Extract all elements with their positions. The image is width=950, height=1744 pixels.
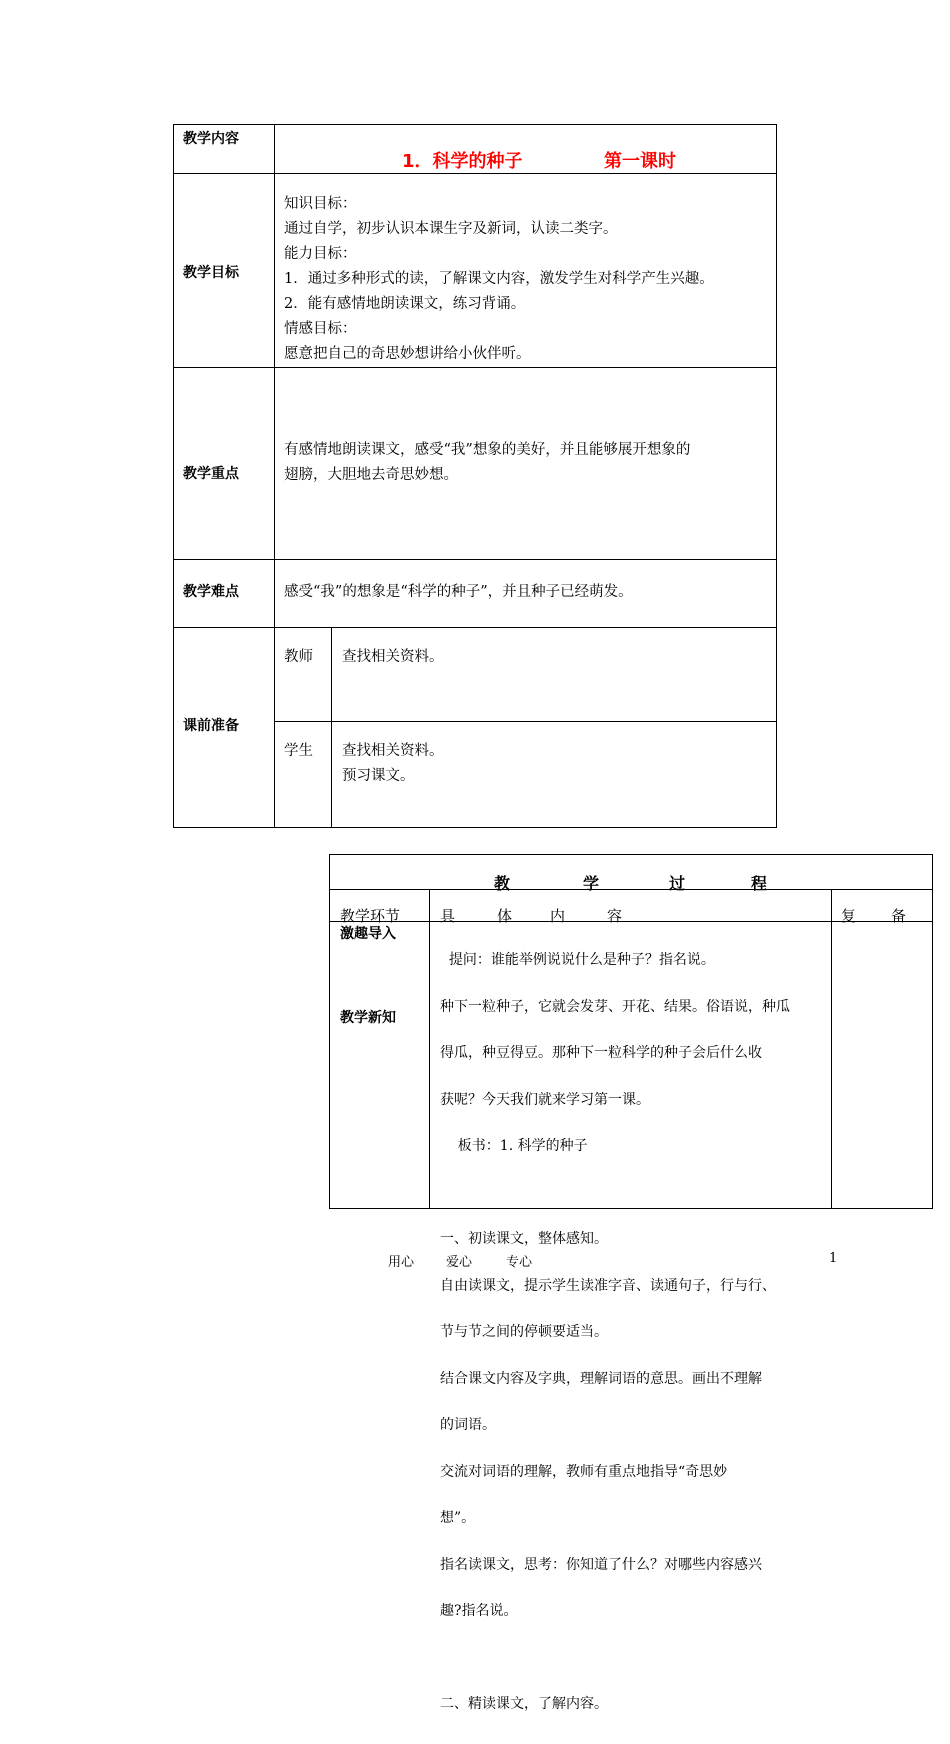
lesson-period: 第一课时 — [604, 151, 676, 172]
table2-border-top — [329, 854, 933, 855]
col-header-stage: 教学环节 — [340, 907, 401, 925]
content-line: 得瓜，种豆得豆。那种下一粒科学的种子会后什么收 — [440, 1045, 762, 1061]
table1-column-divider — [274, 124, 275, 828]
col-header-content-char: 具 — [440, 907, 456, 925]
key-points-line: 有感情地朗读课文，感受“我”想象的美好，并且能够展开想象的 — [284, 442, 691, 458]
content-line — [440, 1651, 790, 1667]
table2-column-divider — [429, 889, 430, 1209]
table1-divider — [173, 627, 777, 628]
table1-divider — [173, 173, 777, 174]
process-content — [440, 922, 790, 1744]
content-line: 自由读课文，提示学生读准字音、读通句子，行与行、 — [440, 1277, 776, 1294]
process-header-char: 程 — [751, 874, 768, 893]
page-number: 1 — [829, 1251, 838, 1266]
col-header-content-char: 内 — [550, 907, 566, 925]
content-line: 种下一粒种子，它就会发芽、开花、结果。俗语说，种瓜 — [440, 998, 790, 1015]
footer-motto-word: 专心 — [506, 1255, 533, 1270]
stage-intro: 激趣导入 — [340, 926, 396, 942]
content-line: 一、初读课文，整体感知。 — [440, 1231, 608, 1247]
table2-border-left — [329, 854, 330, 1209]
teacher-prep-text — [342, 645, 444, 670]
table1-border-right — [776, 124, 777, 828]
content-line: 提问：谁能举例说说什么是种子？指名说。 — [440, 952, 715, 968]
goals-line: 能力目标： — [284, 246, 357, 262]
label-teaching-content: 教学内容 — [183, 131, 239, 147]
content-line: 获呢？今天我们就来学习第一课。 — [440, 1091, 650, 1108]
process-header-char: 学 — [583, 874, 600, 893]
process-header-char: 教 — [494, 874, 511, 893]
table1-divider — [173, 559, 777, 560]
student-prep-line: 查找相关资料。 — [342, 743, 444, 759]
content-line: 的词语。 — [440, 1417, 496, 1433]
table2-divider — [329, 889, 933, 890]
table1-column-divider — [331, 627, 332, 828]
table1-border-left — [173, 124, 174, 828]
goals-line: 知识目标： — [284, 196, 357, 212]
footer-motto-word: 用心 — [388, 1255, 415, 1270]
col-header-review-char: 备 — [891, 907, 907, 925]
col-header-content-char: 体 — [497, 907, 513, 925]
goals-line: 情感目标： — [284, 321, 357, 337]
difficult-points-text: 感受“我”的想象是“科学的种子”，并且种子已经萌发。 — [284, 584, 633, 600]
footer-motto-word: 爱心 — [446, 1255, 473, 1270]
table1-divider — [173, 367, 777, 368]
label-difficult-points: 教学难点 — [183, 584, 239, 600]
teacher-prep-line: 查找相关资料。 — [342, 649, 444, 665]
goals-line: 通过自学，初步认识本课生字及新词，认读二类字。 — [284, 221, 618, 237]
goals-line: 1．通过多种形式的读，了解课文内容，激发学生对科学产生兴趣。 — [284, 271, 714, 287]
label-teacher: 教师 — [284, 649, 313, 665]
table2-border-right — [932, 854, 933, 1209]
student-prep-line: 预习课文。 — [342, 768, 415, 784]
content-line: 交流对词语的理解，教师有重点地指导“奇思妙 — [440, 1463, 728, 1480]
content-line: 节与节之间的停顿要适当。 — [440, 1324, 608, 1340]
col-header-content-char: 容 — [607, 907, 623, 925]
label-student: 学生 — [284, 743, 313, 759]
table1-border-bottom — [173, 827, 777, 828]
table1-border-top — [173, 124, 777, 125]
label-teaching-goals: 教学目标 — [183, 265, 239, 281]
process-header-char: 过 — [669, 874, 686, 893]
key-points-line: 翅膀，大胆地去奇思妙想。 — [284, 467, 458, 483]
key-points-text — [284, 438, 772, 488]
content-line — [440, 1186, 790, 1202]
goals-text — [284, 192, 714, 367]
label-key-points: 教学重点 — [183, 466, 239, 482]
col-header-review-char: 复 — [841, 907, 857, 925]
content-line: 板书：1. 科学的种子 — [440, 1138, 588, 1154]
label-preparation: 课前准备 — [183, 718, 239, 734]
content-line: 二、精读课文，了解内容。 — [440, 1696, 608, 1712]
content-line: 结合课文内容及字典，理解词语的意思。画出不理解 — [440, 1370, 762, 1387]
goals-line: 愿意把自己的奇思妙想讲给小伙伴听。 — [284, 346, 531, 362]
table2-column-divider — [831, 889, 832, 1209]
content-line: 想”。 — [440, 1510, 476, 1526]
table1-divider — [274, 721, 777, 722]
content-line: 指名读课文，思考：你知道了什么？对哪些内容感兴 — [440, 1556, 762, 1573]
student-prep-text — [342, 739, 444, 789]
content-line: 趣?指名说。 — [440, 1603, 518, 1619]
goals-line: 2．能有感情地朗读课文，练习背诵。 — [284, 296, 526, 312]
stage-new-knowledge: 教学新知 — [340, 1010, 396, 1026]
lesson-title: 1．科学的种子 — [402, 151, 523, 172]
